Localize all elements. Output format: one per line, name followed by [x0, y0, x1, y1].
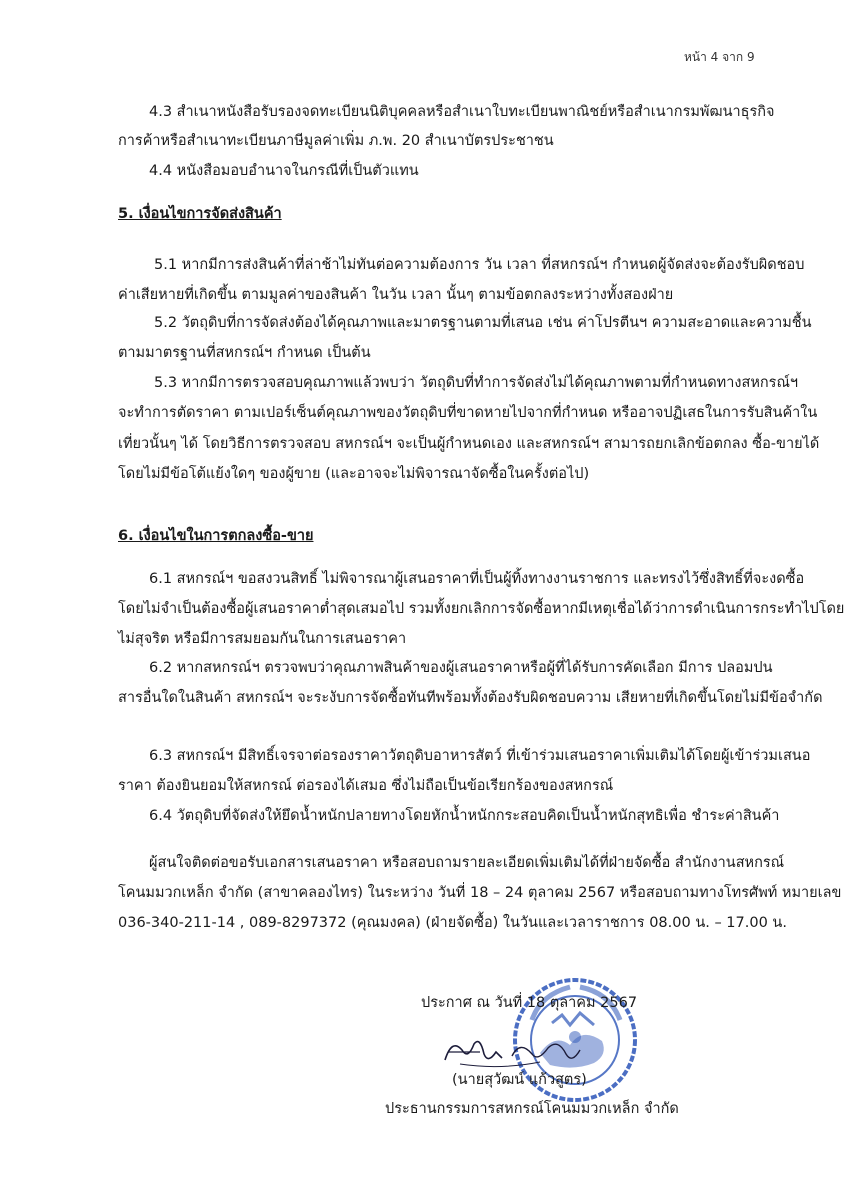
item-6-1-line-1: 6.1 สหกรณ์ฯ ขอสงวนสิทธิ์ ไม่พิจารณาผู้เสนอราคาที่เป็นผู้ทิ้งทางงานราชการ และทรงไว้ซึ่งสิทธิ์ที่จะงดซื้อ: [149, 571, 805, 587]
section-5-heading: 5. เงื่อนไขการจัดส่งสินค้า: [118, 206, 282, 222]
item-4-3-line-1: 4.3 สำเนาหนังสือรับรองจดทะเบียนนิติบุคคลหรือสำเนาใบทะเบียนพาณิชย์หรือสำเนากรมพัฒนาธุรกิจ: [149, 104, 775, 120]
item-5-1-line-2: ค่าเสียหายที่เกิดขึ้น ตามมูลค่าของสินค้า ในวัน เวลา นั้นๆ ตามข้อตกลงระหว่างทั้งสองฝ่าย: [118, 287, 674, 303]
signer-title: ประธานกรรมการสหกรณ์โคนมมวกเหล็ก จำกัด: [385, 1101, 679, 1117]
section-6-heading: 6. เงื่อนไขในการตกลงซื้อ-ขาย: [118, 528, 314, 544]
item-6-2-line-1: 6.2 หากสหกรณ์ฯ ตรวจพบว่าคุณภาพสินค้าของผู้เสนอราคาหรือผู้ที่ได้รับการคัดเลือก มีการ ปลอมปน: [149, 660, 773, 676]
item-4-3-line-2: การค้าหรือสำเนาทะเบียนภาษีมูลค่าเพิ่ม ภ.พ. 20 สำเนาบัตรประชาชน: [118, 133, 554, 149]
item-5-3-line-4: โดยไม่มีข้อโต้แย้งใดๆ ของผู้ขาย (และอาจจะไม่พิจารณาจัดซื้อในครั้งต่อไป): [118, 466, 590, 482]
signature: [440, 1030, 590, 1075]
item-6-2-line-2: สารอื่นใดในสินค้า สหกรณ์ฯ จะระงับการจัดซื้อทันทีพร้อมทั้งต้องรับผิดชอบความ เสียหายที่เกิดขึ้นโดยไม่มีข้อจำกัด: [118, 690, 823, 706]
signer-name: (นายสุวัฒน์ แก้วสูตร): [452, 1072, 587, 1088]
item-5-2-line-1: 5.2 วัตถุดิบที่การจัดส่งต้องได้คุณภาพและมาตรฐานตามที่เสนอ เช่น ค่าโปรตีนฯ ความสะอาดและความชื้น: [154, 315, 812, 331]
item-6-1-line-2: โดยไม่จำเป็นต้องซื้อผู้เสนอราคาต่ำสุดเสมอไป รวมทั้งยกเลิกการจัดซื้อหากมีเหตุเชื่อได้ว่าการดำเนินการกระทำไปโดย: [118, 601, 845, 617]
contact-line-2: โคนมมวกเหล็ก จำกัด (สาขาคลองไทร) ในระหว่าง วันที่ 18 – 24 ตุลาคม 2567 หรือสอบถามทางโทรศัพท์ หมายเลข: [118, 885, 842, 901]
item-6-4: 6.4 วัตถุดิบที่จัดส่งให้ยึดน้ำหนักปลายทางโดยหักน้ำหนักกระสอบคิดเป็นน้ำหนักสุทธิเพื่อ ชำระค่าสินค้า: [149, 808, 780, 824]
item-5-3-line-1: 5.3 หากมีการตรวจสอบคุณภาพแล้วพบว่า วัตถุดิบที่ทำการจัดส่งไม่ได้คุณภาพตามที่กำหนดทางสหกรณ์ฯ: [154, 375, 799, 391]
item-6-1-line-3: ไม่สุจริต หรือมีการสมยอมกันในการเสนอราคา: [118, 631, 407, 647]
item-5-3-line-2: จะทำการตัดราคา ตามเปอร์เซ็นต์คุณภาพของวัตถุดิบที่ขาดหายไปจากที่กำหนด หรืออาจปฏิเสธในการรับสินค้าใน: [118, 405, 818, 421]
page-number: หน้า 4 จาก 9: [684, 50, 755, 64]
item-6-3-line-1: 6.3 สหกรณ์ฯ มีสิทธิ์เจรจาต่อรองราคาวัตถุดิบอาหารสัตว์ ที่เข้าร่วมเสนอราคาเพิ่มเติมได้โดยผู้เข้าร่วมเสนอ: [149, 748, 811, 764]
item-4-4: 4.4 หนังสือมอบอำนาจในกรณีที่เป็นตัวแทน: [149, 163, 419, 179]
item-5-1-line-1: 5.1 หากมีการส่งสินค้าที่ล่าช้าไม่ทันต่อความต้องการ วัน เวลา ที่สหกรณ์ฯ กำหนดผู้จัดส่งจะต้องรับผิดชอบ: [154, 257, 805, 273]
item-5-2-line-2: ตามมาตรฐานที่สหกรณ์ฯ กำหนด เป็นต้น: [118, 345, 371, 361]
announcement-date: ประกาศ ณ วันที่ 18 ตุลาคม 2567: [421, 995, 638, 1011]
contact-line-1: ผู้สนใจติดต่อขอรับเอกสารเสนอราคา หรือสอบถามรายละเอียดเพิ่มเติมได้ที่ฝ่ายจัดซื้อ สำนักงานสหกรณ์: [149, 855, 785, 871]
item-6-3-line-2: ราคา ต้องยินยอมให้สหกรณ์ ต่อรองได้เสมอ ซึ่งไม่ถือเป็นข้อเรียกร้องของสหกรณ์: [118, 778, 614, 794]
contact-line-3: 036-340-211-14 , 089-8297372 (คุณมงคล) (ฝ่ายจัดซื้อ) ในวันและเวลาราชการ 08.00 น. – 17.00 น.: [118, 915, 787, 931]
item-5-3-line-3: เที่ยวนั้นๆ ได้ โดยวิธีการตรวจสอบ สหกรณ์ฯ จะเป็นผู้กำหนดเอง และสหกรณ์ฯ สามารถยกเลิกข้อตกลง ซื้อ-ขายได้: [118, 436, 820, 452]
